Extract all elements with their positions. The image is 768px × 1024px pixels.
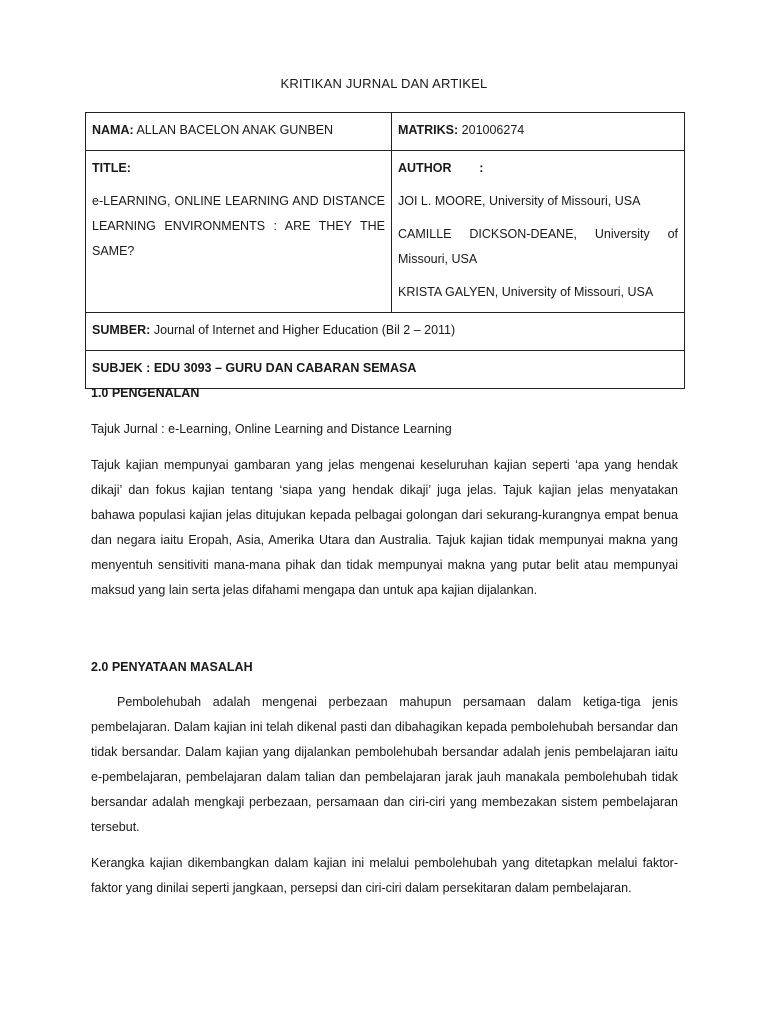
table-row	[86, 351, 685, 389]
title-cell	[86, 151, 392, 313]
title-label: TITLE:	[92, 161, 131, 175]
matriks-value: 201006274	[461, 123, 525, 137]
sumber-value: Journal of Internet and Higher Education (Bil 2 – 2011)	[153, 323, 456, 337]
author-1: JOI L. MOORE, University of Missouri, USA	[398, 194, 641, 208]
author-label: AUTHOR :	[398, 161, 484, 175]
author-2: CAMILLE DICKSON-DEANE, University of Missouri, USA	[398, 227, 678, 266]
table-row	[86, 313, 685, 351]
sumber-cell	[86, 313, 685, 351]
tajuk-line: Tajuk Jurnal : e-Learning, Online Learning and Distance Learning	[91, 422, 452, 436]
nama-value: ALLAN BACELON ANAK GUNBEN	[136, 123, 334, 137]
subjek-text: SUBJEK : EDU 3093 – GURU DAN CABARAN SEMASA	[92, 361, 417, 375]
paragraph: Pembolehubah adalah mengenai perbezaan mahupun persamaan dalam ketiga-tiga jenis pembelajaran. Dalam kajian ini telah dikenal pasti dan dibahagikan kepada pembolehubah bersandar dan tidak bersandar. Dalam kajian yang dijalankan pembolehubah bersandar adalah jenis pembelajaran iaitu e-pembelajaran, pembelajaran dalam talian dan pembelajaran jarak jauh manakala pembolehubah tidak bersandar adalah mengkaji perbezaan, persamaan dan ciri-ciri yang membezakan sistem pembelajaran tersebut.	[91, 695, 678, 834]
section-pengenalan	[91, 386, 678, 603]
matriks-label: MATRIKS:	[398, 123, 459, 137]
author-cell	[392, 151, 685, 313]
section-heading: 1.0 PENGENALAN	[91, 386, 200, 400]
nama-label: NAMA:	[92, 123, 134, 137]
journal-info-table	[85, 112, 685, 389]
matriks-cell	[392, 113, 685, 151]
section-penyataan-masalah	[91, 660, 678, 901]
paragraph: Kerangka kajian dikembangkan dalam kajian ini melalui pembolehubah yang ditetapkan melalui faktor-faktor yang dinilai seperti jangkaan, persepsi dan ciri-ciri dalam persekitaran dalam pembelajaran.	[91, 856, 678, 895]
nama-cell	[86, 113, 392, 151]
subjek-cell	[86, 351, 685, 389]
table-row	[86, 113, 685, 151]
author-3: KRISTA GALYEN, University of Missouri, USA	[398, 285, 654, 299]
sumber-label: SUMBER:	[92, 323, 151, 337]
table-row	[86, 151, 685, 313]
document-title: KRITIKAN JURNAL DAN ARTIKEL	[280, 76, 488, 91]
journal-title: e-LEARNING, ONLINE LEARNING AND DISTANCE LEARNING ENVIRONMENTS : ARE THEY THE SAME?	[92, 194, 385, 258]
section-heading: 2.0 PENYATAAN MASALAH	[91, 660, 253, 674]
paragraph: Tajuk kajian mempunyai gambaran yang jelas mengenai keseluruhan kajian seperti ‘apa yang hendak dikaji’ dan fokus kajian tentang ‘siapa yang hendak dikaji’ juga jelas. Tajuk kajian jelas menyatakan bahawa populasi kajian jelas ditujukan kepada pelbagai golongan dari sekurang-kurangnya empat benua dan negara iaitu Eropah, Asia, Amerika Utara dan Australia. Tajuk kajian tidak mempunyai makna yang menyentuh sensitiviti mana-mana pihak dan tidak mempunyai makna yang putar belit atau mempunyai maksud yang lain serta jelas difahami mengapa dan untuk apa kajian dijalankan.	[91, 458, 678, 597]
